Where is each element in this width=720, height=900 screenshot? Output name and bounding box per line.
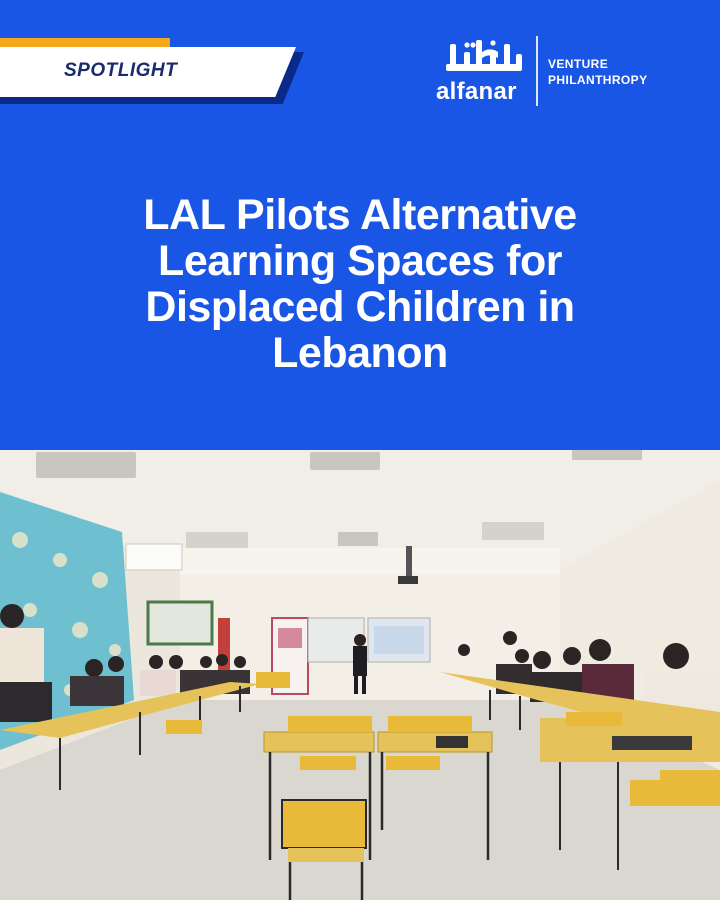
tagline-line-1: VENTURE [548, 57, 609, 71]
title-line-2: Learning Spaces for [158, 237, 562, 285]
alfanar-logo [436, 36, 676, 108]
classroom-illustration [0, 450, 720, 900]
logo-wordmark: alfanar [436, 78, 517, 105]
tagline-line-2: PHILANTHROPY [548, 73, 648, 87]
alfanar-arabic-logo-icon [440, 38, 528, 80]
banner-gold-stripe [0, 38, 170, 47]
spotlight-banner [0, 38, 310, 108]
classroom-photo [0, 450, 720, 900]
title-line-3: Displaced Children in [145, 283, 575, 331]
title-line-4: Lebanon [272, 329, 448, 377]
page-title [40, 192, 680, 376]
logo-divider [536, 36, 538, 106]
title-line-1: LAL Pilots Alternative [143, 191, 577, 239]
spotlight-label: SPOTLIGHT [64, 60, 178, 81]
logo-tagline [548, 56, 647, 88]
